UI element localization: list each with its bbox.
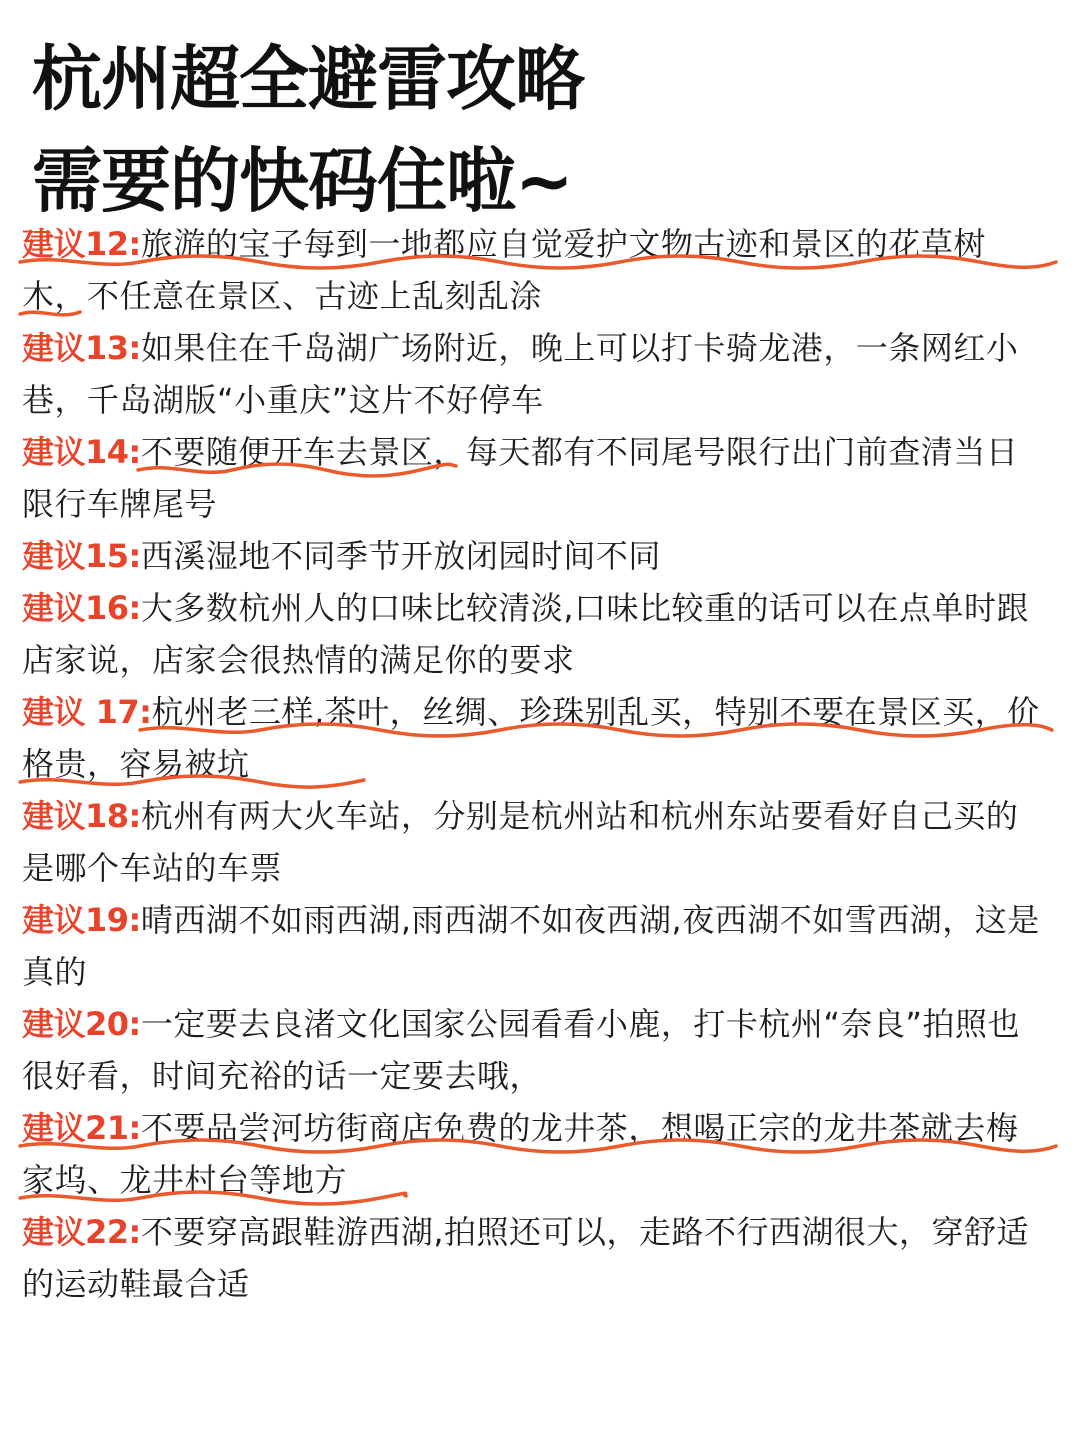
tip-16 [22, 582, 1046, 686]
tip-text: 西溪湿地不同季节开放闭园时间不同 [140, 537, 661, 575]
tip-label: 建议20: [22, 1005, 141, 1043]
tip-text: 晴西湖不如雨西湖,雨西湖不如夜西湖,夜西湖不如雪西湖，这是真的 [22, 901, 1040, 991]
tip-19 [22, 894, 1046, 998]
tip-15 [22, 530, 1046, 582]
tips-list [22, 218, 1046, 1310]
tip-14 [22, 426, 1046, 530]
tip-22 [22, 1206, 1046, 1310]
tip-text: 大多数杭州人的口味比较清淡,口味比较重的话可以在点单时跟店家说，店家会很热情的满足你的要求 [22, 589, 1030, 679]
tip-13 [22, 322, 1046, 426]
tip-12 [22, 218, 1046, 322]
tip-label: 建议 17: [22, 693, 152, 731]
tip-label: 建议12: [22, 225, 141, 263]
page-title [32, 28, 584, 232]
tip-label: 建议16: [22, 589, 141, 627]
tip-20 [22, 998, 1046, 1102]
tip-21 [22, 1102, 1046, 1206]
tip-label: 建议13: [22, 329, 141, 367]
tip-text: 不要品尝河坊街商店免费的龙井茶，想喝正宗的龙井茶就去梅家坞、龙井村台等地方 [22, 1109, 1019, 1199]
tip-label: 建议22: [22, 1213, 141, 1251]
tip-label: 建议21: [22, 1109, 141, 1147]
tip-text: 旅游的宝子每到一地都应自觉爱护文物古迹和景区的花草树木，不任意在景区、古迹上乱刻乱涂 [22, 225, 986, 315]
tip-17 [22, 686, 1046, 790]
tip-text: 不要穿高跟鞋游西湖,拍照还可以，走路不行西湖很大，穿舒适的运动鞋最合适 [22, 1213, 1030, 1303]
tip-label: 建议14: [22, 433, 141, 471]
tip-label: 建议18: [22, 797, 141, 835]
title-line-1: 杭州超全避雷攻略 [32, 38, 584, 120]
tip-label: 建议15: [22, 537, 141, 575]
tip-text: 杭州老三样,茶叶，丝绸、珍珠别乱买，特别不要在景区买，价格贵，容易被坑 [22, 693, 1040, 783]
tip-18 [22, 790, 1046, 894]
tip-text: 杭州有两大火车站，分别是杭州站和杭州东站要看好自己买的是哪个车站的车票 [22, 797, 1019, 887]
title-line-2: 需要的快码住啦~ [32, 140, 573, 222]
tip-text: 如果住在千岛湖广场附近，晚上可以打卡骑龙港，一条网红小巷，千岛湖版“小重庆”这片不好停车 [22, 329, 1019, 419]
tip-label: 建议19: [22, 901, 141, 939]
tip-text: 一定要去良渚文化国家公园看看小鹿，打卡杭州“奈良”拍照也很好看，时间充裕的话一定要去哦， [22, 1005, 1021, 1095]
tip-text: 不要随便开车去景区，每天都有不同尾号限行出门前查清当日限行车牌尾号 [22, 433, 1019, 523]
